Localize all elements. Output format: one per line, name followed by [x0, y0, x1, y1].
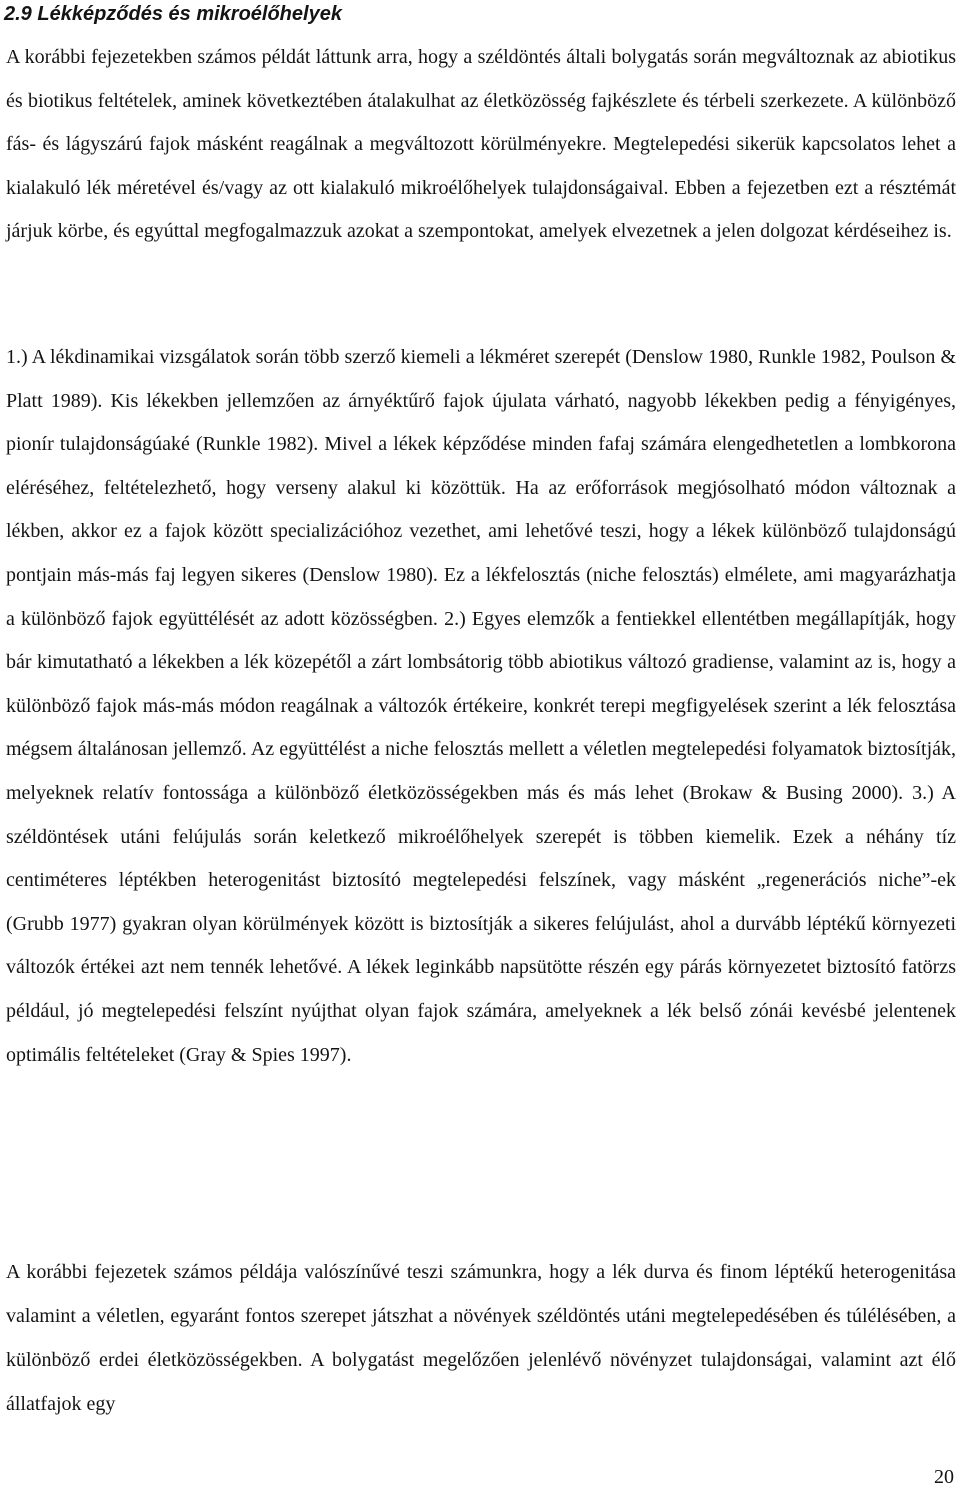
paragraph-conclusion: A korábbi fejezetek számos példája valószínűvé teszi számunkra, hogy a lék durva és finom léptékű heterogenitása valamint a véletlen, egyaránt fontos szerepet játszhat a növények széldöntés utáni megtelepedésében és túlélésében, a különböző erdei életközösségekben. A bolygatást megelőzően jelenlévő növényzet tulajdonságai, valamint azt élő állatfajok egy — [6, 1261, 956, 1415]
page-number: 20 — [934, 1466, 954, 1488]
section-heading: 2.9 Lékképződés és mikroélőhelyek — [4, 3, 342, 25]
paragraph-intro: A korábbi fejezetekben számos példát láttunk arra, hogy a széldöntés általi bolygatás során megváltoznak az abiotikus és biotikus feltételek, aminek következtében átalakulhat az életközösség fajkészlete és térbeli szerkezete. A különböző fás- és lágyszárú fajok másként reagálnak a megváltozott körülményekre. Megtelepedési sikerük kapcsolatos lehet a kialakuló lék méretével és/vagy az ott kialakuló mikroélőhelyek tulajdonságaival. Ebben a fejezetben ezt a résztémát járjuk körbe, és egyúttal megfogalmazzuk azokat a szempontokat, amelyek elvezetnek a jelen dolgozat kérdéseihez is. — [6, 46, 956, 242]
paragraph-gap-theories: 1.) A lékdinamikai vizsgálatok során több szerző kiemeli a lékméret szerepét (Denslow 1980, Runkle 1982, Poulson & Platt 1989). Kis lékekben jellemzően az árnyéktűrő fajok újulata várható, nagyobb lékekben pedig a fényigényes, pionír tulajdonságúaké (Runkle 1982). Mivel a lékek képződése minden fafaj számára elengedhetetlen a lombkorona eléréséhez, feltételezhető, hogy verseny alakul ki közöttük. Ha az erőforrások megjósolható módon változnak a lékben, akkor ez a fajok között specializációhoz vezethet, ami lehetővé teszi, hogy a lékek különböző tulajdonságú pontjain más-más faj legyen sikeres (Denslow 1980). Ez a lékfelosztás (niche felosztás) elmélete, ami magyarázhatja a különböző fajok együttélését az adott közösségben. 2.) Egyes elemzők a fentiekkel ellentétben megállapítják, hogy bár kimutatható a lékekben a lék közepétől a zárt lombsátorig több abiotikus változó gradiense, valamint az is, hogy a különböző fajok más-más módon reagálnak a változók értékeire, konkrét terepi megfigyelések szerint a lék felosztása mégsem általánosan jellemző. Az együttélést a niche felosztás mellett a véletlen megtelepedési folyamatok biztosítják, melyeknek relatív fontossága a különböző életközösségekben más és más lehet (Brokaw & Busing 2000). 3.) A széldöntések utáni felújulás során keletkező mikroélőhelyek szerepét is többen kiemelik. Ezek a néhány tíz centiméteres léptékben heterogenitást biztosító megtelepedési felszínek, vagy másként „regenerációs niche”-ek (Grubb 1977) gyakran olyan körülmények között is biztosítják a sikeres felújulást, ahol a durvább léptékű környezeti változók értékei azt nem tennék lehetővé. A lékek leginkább napsütötte részén egy párás környezetet biztosító fatörzs például, jó megtelepedési felszínt nyújthat olyan fajok számára, amelyeknek a lék belső zónái kevésbé jelentenek optimális feltételeket (Gray & Spies 1997). — [6, 346, 956, 1066]
